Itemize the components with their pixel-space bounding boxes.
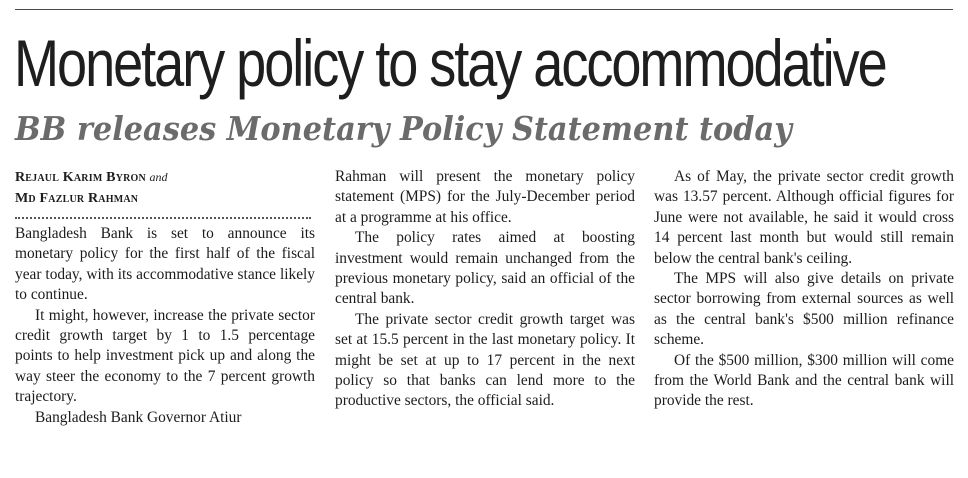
article-column-2 [335,167,635,412]
byline-author-2: Md Fazlur Rahman [15,190,139,206]
paragraph: Rahman will present the monetary policy statement (MPS) for the July-December period at a programme at his office. [335,168,635,226]
paragraph: Bangladesh Bank is set to announce its monetary policy for the first half of the fiscal year today, with its accommodative stance likely to continue. [15,225,315,304]
paragraph: The MPS will also give details on private sector borrowing from external sources as well as the central bank's $500 million refinance scheme. [654,270,954,349]
top-rule [15,9,953,10]
paragraph: Bangladesh Bank Governor Atiur [35,408,242,426]
byline-conjunction: and [149,170,168,184]
byline [15,167,315,209]
paragraph: The policy rates aimed at boosting investment would remain unchanged from the previous monetary policy, said an official of the central bank. [335,229,635,308]
paragraph: It might, however, increase the private sector credit growth target by 1 to 1.5 percentage points to help investment pick up and along the way steer the economy to the 7 percent growth trajectory. [15,306,315,406]
paragraph: Of the $500 million, $300 million will come from the World Bank and the central bank will provide the rest. [654,351,954,410]
byline-author-1: Rejaul Karim Byron [15,170,146,185]
byline-separator [15,217,311,219]
subheadline: BB releases Monetary Policy Statement today [15,109,792,148]
headline: Monetary policy to stay accommodative [14,26,886,100]
article-column-1 [15,167,315,428]
paragraph: As of May, the private sector credit growth was 13.57 percent. Although official figures for June were not available, he said it would cross 14 percent last month but would still remain below the central bank's ceiling. [654,168,954,267]
article-column-3 [654,167,954,412]
paragraph: The private sector credit growth target was set at 15.5 percent in the last monetary policy. It might be set at up to 17 percent in the next policy so that banks can lend more to the productive sectors, the official said. [335,310,635,410]
